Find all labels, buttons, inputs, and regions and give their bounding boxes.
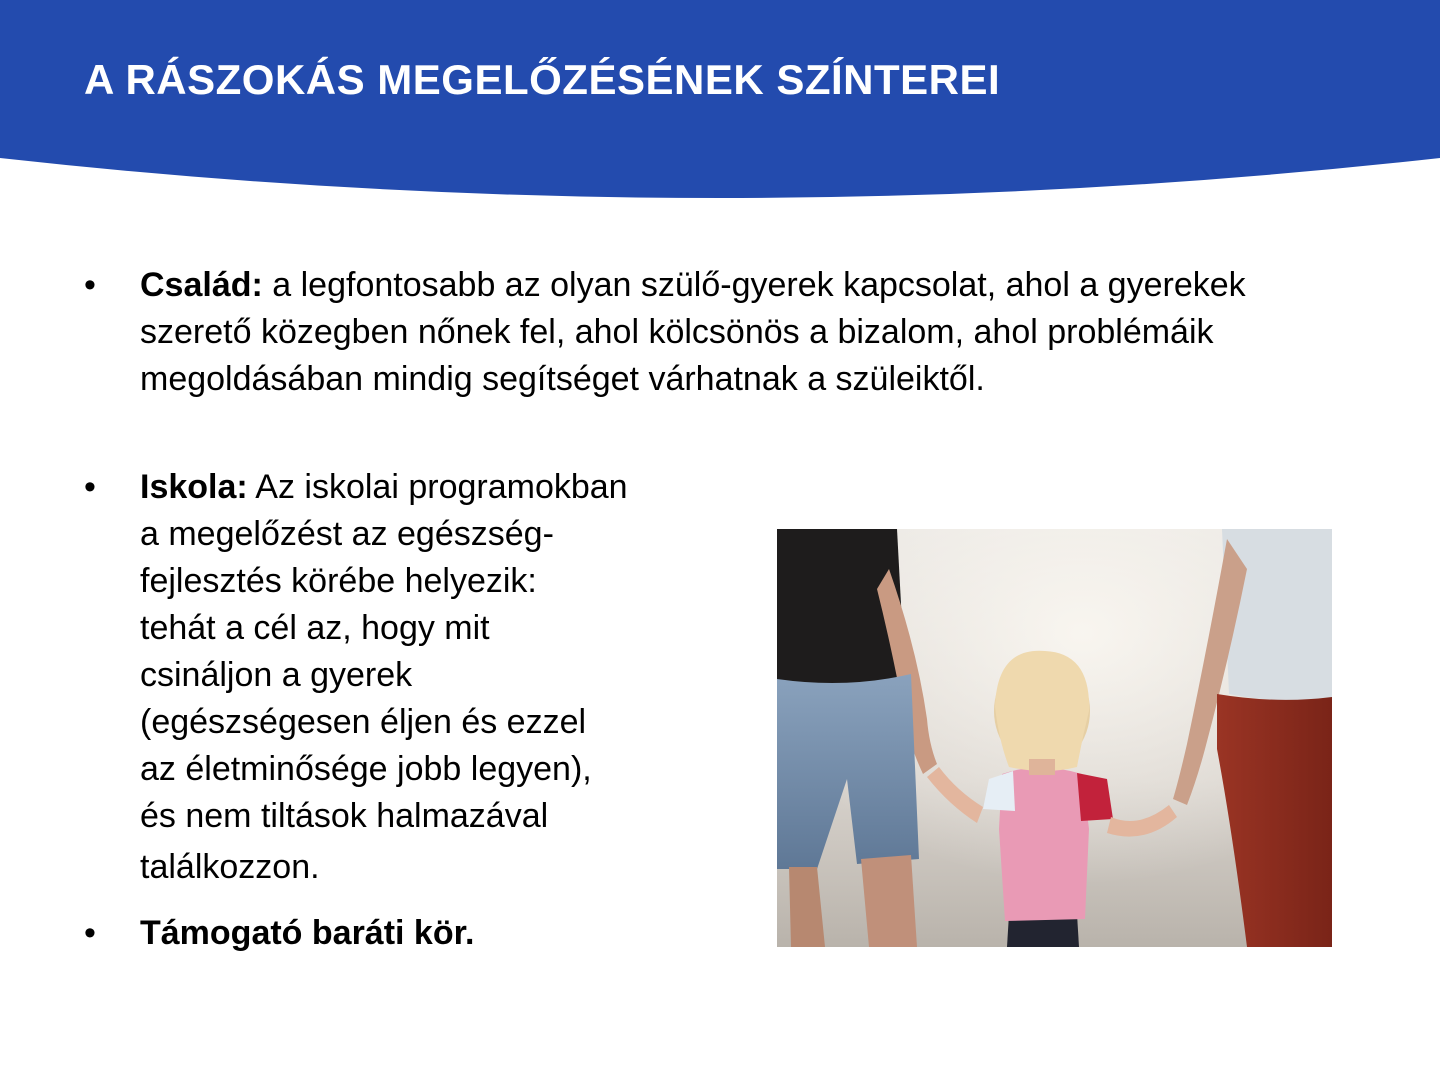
bullet-school-line: (egészségesen éljen és ezzel (140, 703, 587, 741)
bullet-dot: • (84, 468, 96, 506)
bullet-school-line (140, 464, 750, 511)
bullet-dot: • (84, 266, 96, 304)
bullet-school-line: és nem tiltások halmazával (140, 797, 549, 835)
bullet-school-line: találkozzon. (140, 848, 320, 886)
bullet-school-line: tehát a cél az, hogy mit (140, 609, 490, 647)
bullet-family-text: a legfontosabb az olyan szülő-gyerek kapcsolat, ahol a gyerekek szerető közegben nőnek fel, ahol kölcsönös a bizalom, ahol problémáik megoldásában mindig segítséget várhatnak a szüleiktől. (140, 266, 1246, 398)
family-photo (777, 529, 1332, 947)
bullet-friends (84, 910, 740, 957)
bullet-school-heading: Iskola: (140, 468, 248, 506)
bullet-school-line: csináljon a gyerek (140, 656, 413, 694)
bullet-school-text: Az iskolai programokban (247, 468, 628, 506)
bullet-school (84, 464, 750, 891)
family-walking-illustration (777, 529, 1332, 947)
bullet-dot: • (84, 914, 96, 952)
title-banner (0, 0, 1440, 200)
bullet-school-line: a megelőzést az egészség- (140, 515, 554, 553)
bullet-school-line: az életminősége jobb legyen), (140, 750, 592, 788)
slide-title: A RÁSZOKÁS MEGELŐZÉSÉNEK SZÍNTEREI (84, 56, 1001, 103)
bullet-school-line: fejlesztés körébe helyezik: (140, 562, 537, 600)
bullet-family-heading: Család: (140, 266, 263, 304)
bullet-family (84, 262, 1320, 403)
bullet-friends-heading: Támogató baráti kör. (140, 914, 475, 952)
